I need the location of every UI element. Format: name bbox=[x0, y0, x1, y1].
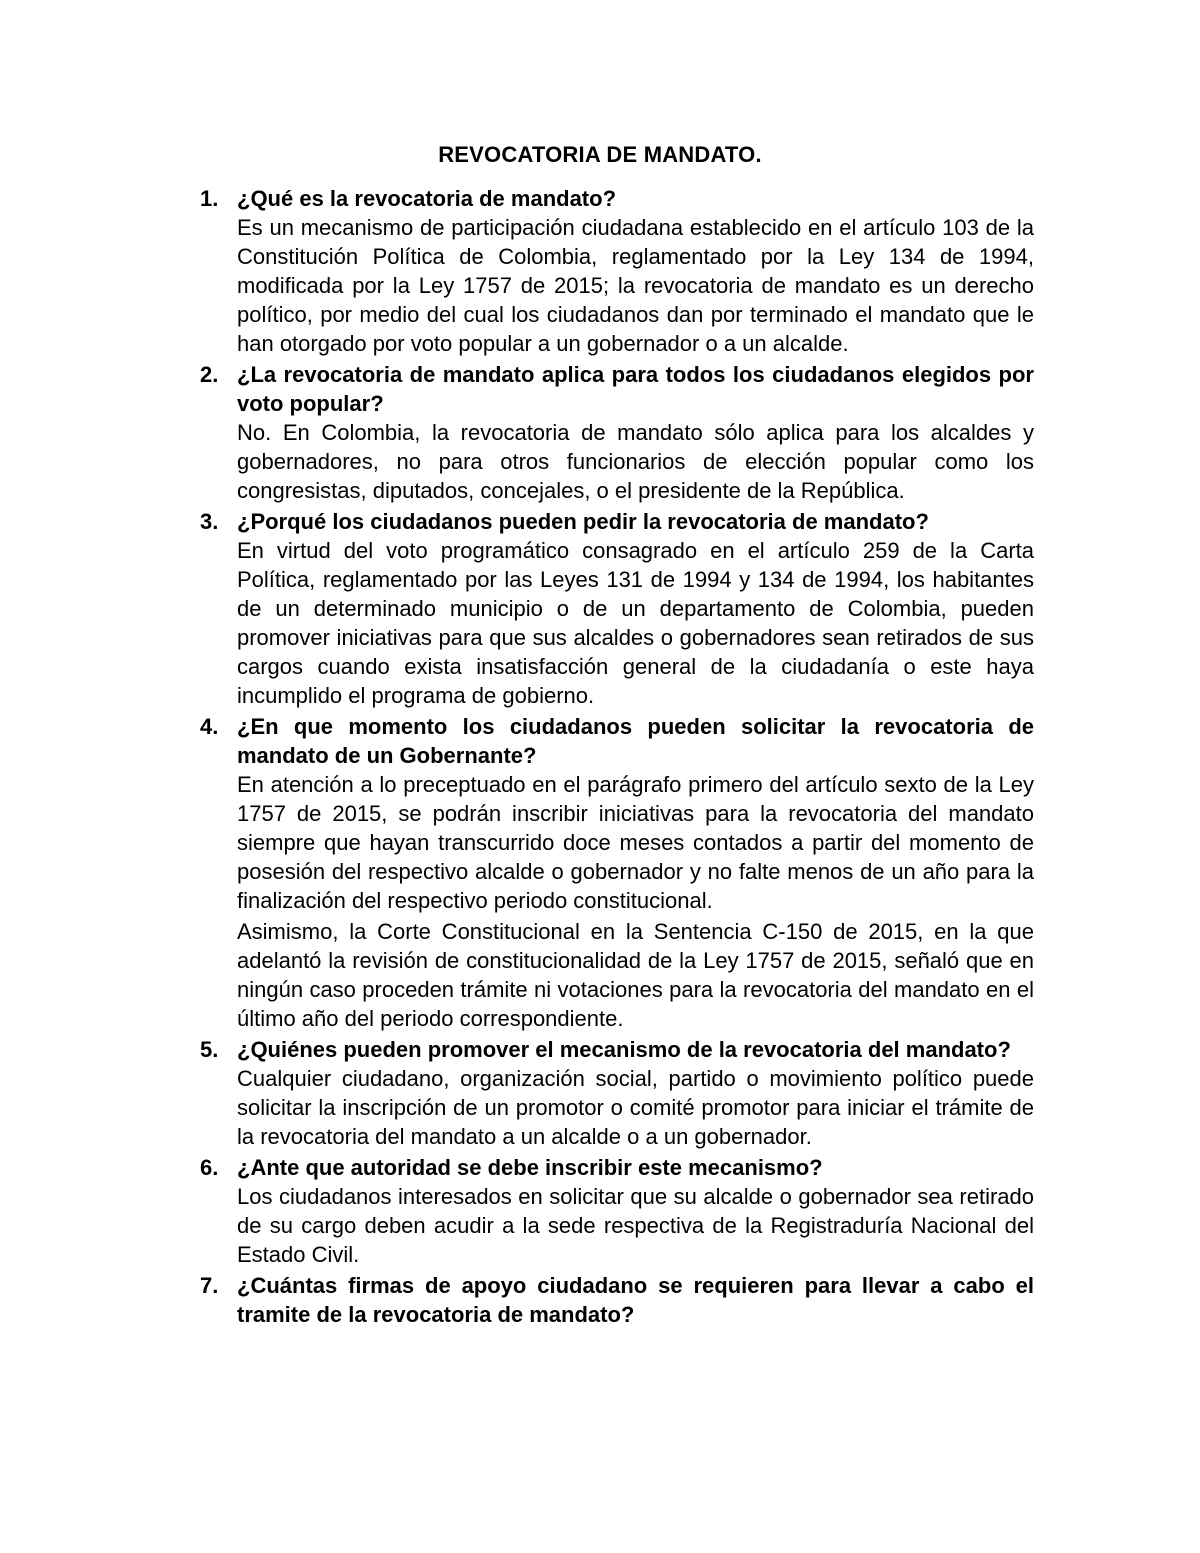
question-number: 5. bbox=[200, 1037, 219, 1062]
question-item bbox=[200, 1271, 1034, 1329]
question-text: ¿Qué es la revocatoria de mandato? bbox=[237, 186, 617, 211]
answer-paragraph: Es un mecanismo de participación ciudadana establecido en el artículo 103 de la Constitución Política de Colombia, reglamentado por la Ley 134 de 1994, modificada por la Ley 1757 de 2015; la revocatoria de mandato es un derecho político, por medio del cual los ciudadanos dan por terminado el mandato que le han otorgado por voto popular a un gobernador o a un alcalde. bbox=[237, 215, 1034, 356]
document-title: REVOCATORIA DE MANDATO. bbox=[438, 142, 762, 167]
question-item bbox=[200, 712, 1034, 1033]
answer-paragraph: En atención a lo preceptuado en el parágrafo primero del artículo sexto de la Ley 1757 de 2015, se podrán inscribir iniciativas para la revocatoria del mandato siempre que hayan transcurrido doce meses contados a partir del momento de posesión del respectivo alcalde o gobernador y no falte menos de un año para la finalización del respectivo periodo constitucional. bbox=[237, 772, 1034, 913]
answer-paragraph: Cualquier ciudadano, organización social, partido o movimiento político puede solicitar la inscripción de un promotor o comité promotor para iniciar el trámite de la revocatoria del mandato a un alcalde o a un gobernador. bbox=[237, 1066, 1034, 1149]
question-list bbox=[200, 184, 1034, 1329]
question-text: ¿Ante que autoridad se debe inscribir este mecanismo? bbox=[237, 1155, 823, 1180]
answer-paragraph: No. En Colombia, la revocatoria de mandato sólo aplica para los alcaldes y gobernadores, no para otros funcionarios de elección popular como los congresistas, diputados, concejales, o el presidente de la República. bbox=[237, 420, 1034, 503]
question-text: ¿Cuántas firmas de apoyo ciudadano se requieren para llevar a cabo el tramite de la revocatoria de mandato? bbox=[237, 1273, 1034, 1327]
question-text: ¿Porqué los ciudadanos pueden pedir la revocatoria de mandato? bbox=[237, 509, 929, 534]
question-number: 1. bbox=[200, 186, 219, 211]
question-item bbox=[200, 507, 1034, 710]
question-text: ¿Quiénes pueden promover el mecanismo de la revocatoria del mandato? bbox=[237, 1037, 1011, 1062]
answer-paragraph: Los ciudadanos interesados en solicitar que su alcalde o gobernador sea retirado de su cargo deben acudir a la sede respectiva de la Registraduría Nacional del Estado Civil. bbox=[237, 1184, 1034, 1267]
question-item bbox=[200, 1153, 1034, 1269]
answer-paragraph: Asimismo, la Corte Constitucional en la Sentencia C-150 de 2015, en la que adelantó la revisión de constitucionalidad de la Ley 1757 de 2015, señaló que en ningún caso proceden trámite ni votaciones para la revocatoria del mandato en el último año del periodo correspondiente. bbox=[237, 919, 1034, 1031]
question-number: 2. bbox=[200, 362, 219, 387]
question-number: 4. bbox=[200, 714, 219, 739]
question-number: 3. bbox=[200, 509, 219, 534]
question-item bbox=[200, 184, 1034, 358]
question-item bbox=[200, 1035, 1034, 1151]
question-text: ¿En que momento los ciudadanos pueden solicitar la revocatoria de mandato de un Gobernante? bbox=[237, 714, 1034, 768]
question-text: ¿La revocatoria de mandato aplica para todos los ciudadanos elegidos por voto popular? bbox=[237, 362, 1034, 416]
question-item bbox=[200, 360, 1034, 505]
question-number: 6. bbox=[200, 1155, 219, 1180]
answer-paragraph: En virtud del voto programático consagrado en el artículo 259 de la Carta Política, reglamentado por las Leyes 131 de 1994 y 134 de 1994, los habitantes de un determinado municipio o de un departamento de Colombia, pueden promover iniciativas para que sus alcaldes o gobernadores sean retirados de sus cargos cuando exista insatisfacción general de la ciudadanía o este haya incumplido el programa de gobierno. bbox=[237, 538, 1034, 708]
question-number: 7. bbox=[200, 1273, 219, 1298]
